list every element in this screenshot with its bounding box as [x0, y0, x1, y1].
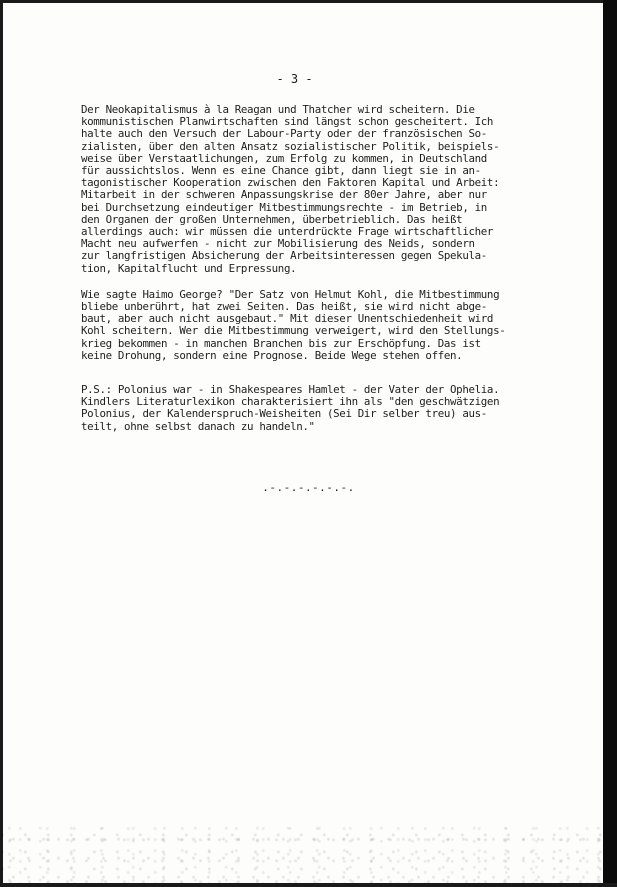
text-line: bei Durchsetzung eindeutiger Mitbestimmungsrechte - im Betrieb, in — [81, 200, 487, 214]
postscript — [81, 384, 541, 433]
document-body — [81, 104, 541, 447]
paragraph-haimo-george — [81, 289, 541, 362]
text-line: bliebe unberührt, hat zwei Seiten. Das heißt, sie wird nicht abge- — [81, 300, 487, 314]
text-line: Kohl scheitern. Wer die Mitbestimmung verweigert, wird den Stellungs- — [81, 324, 506, 338]
text-line: baut, aber auch nicht ausgebaut." Mit dieser Unentschiedenheit wird — [81, 312, 494, 326]
text-line: kommunistischen Planwirtschaften sind längst schon gescheitert. Ich — [81, 115, 494, 129]
text-line: den Organen der großen Unternehmen, überbetrieblich. Das heißt — [81, 212, 463, 226]
text-line: keine Drohung, sondern eine Prognose. Beide Wege stehen offen. — [81, 348, 463, 362]
text-line: zialisten, über den alten Ansatz sozialistischer Politik, beispiels- — [81, 139, 500, 153]
text-line: Der Neokapitalismus à la Reagan und Thatcher wird scheitern. Die — [81, 103, 475, 116]
scan-noise — [0, 823, 603, 883]
text-line: P.S.: Polonius war - in Shakespeares Hamlet - der Vater der Ophelia. — [81, 383, 500, 397]
scan-border-bottom — [0, 883, 617, 887]
text-line: weise über Verstaatlichungen, zum Erfolg zu kommen, in Deutschland — [81, 151, 487, 165]
text-line: für aussichtslos. Wenn es eine Chance gibt, dann liegt sie in an- — [81, 164, 481, 178]
scan-border-left — [0, 0, 3, 887]
page-number: - 3 - — [276, 72, 313, 86]
text-line: allerdings auch: wir müssen die unterdrückte Frage wirtschaftlicher — [81, 225, 494, 239]
end-separator: .-.-.-.-.-.-. — [262, 481, 355, 494]
scan-border-right — [603, 0, 617, 887]
text-line: Polonius, der Kalenderspruch-Weisheiten (Sei Dir selber treu) aus- — [81, 407, 487, 421]
text-line: zur langfristigen Absicherung der Arbeitsinteressen gegen Spekula- — [81, 249, 487, 263]
text-line: tagonistischer Kooperation zwischen den Faktoren Kapital und Arbeit: — [81, 176, 500, 190]
scan-border-top — [0, 0, 617, 3]
text-line: Kindlers Literaturlexikon charakterisiert ihn als "den geschwätzigen — [81, 395, 500, 409]
text-line: halte auch den Versuch der Labour-Party oder der französischen So- — [81, 127, 487, 141]
text-line: Mitarbeit in der schweren Anpassungskrise der 80er Jahre, aber nur — [81, 188, 487, 202]
text-line: krieg bekommen - in manchen Branchen bis zur Erschöpfung. Das ist — [81, 336, 481, 350]
text-line: teilt, ohne selbst danach zu handeln." — [81, 419, 315, 433]
text-line: Macht neu aufwerfen - nicht zur Mobilisierung des Neids, sondern — [81, 237, 475, 251]
text-line: Wie sagte Haimo George? "Der Satz von Helmut Kohl, die Mitbestimmung — [81, 287, 500, 301]
paragraph-neokapitalismus — [81, 104, 541, 275]
text-line: tion, Kapitalflucht und Erpressung. — [81, 261, 297, 275]
